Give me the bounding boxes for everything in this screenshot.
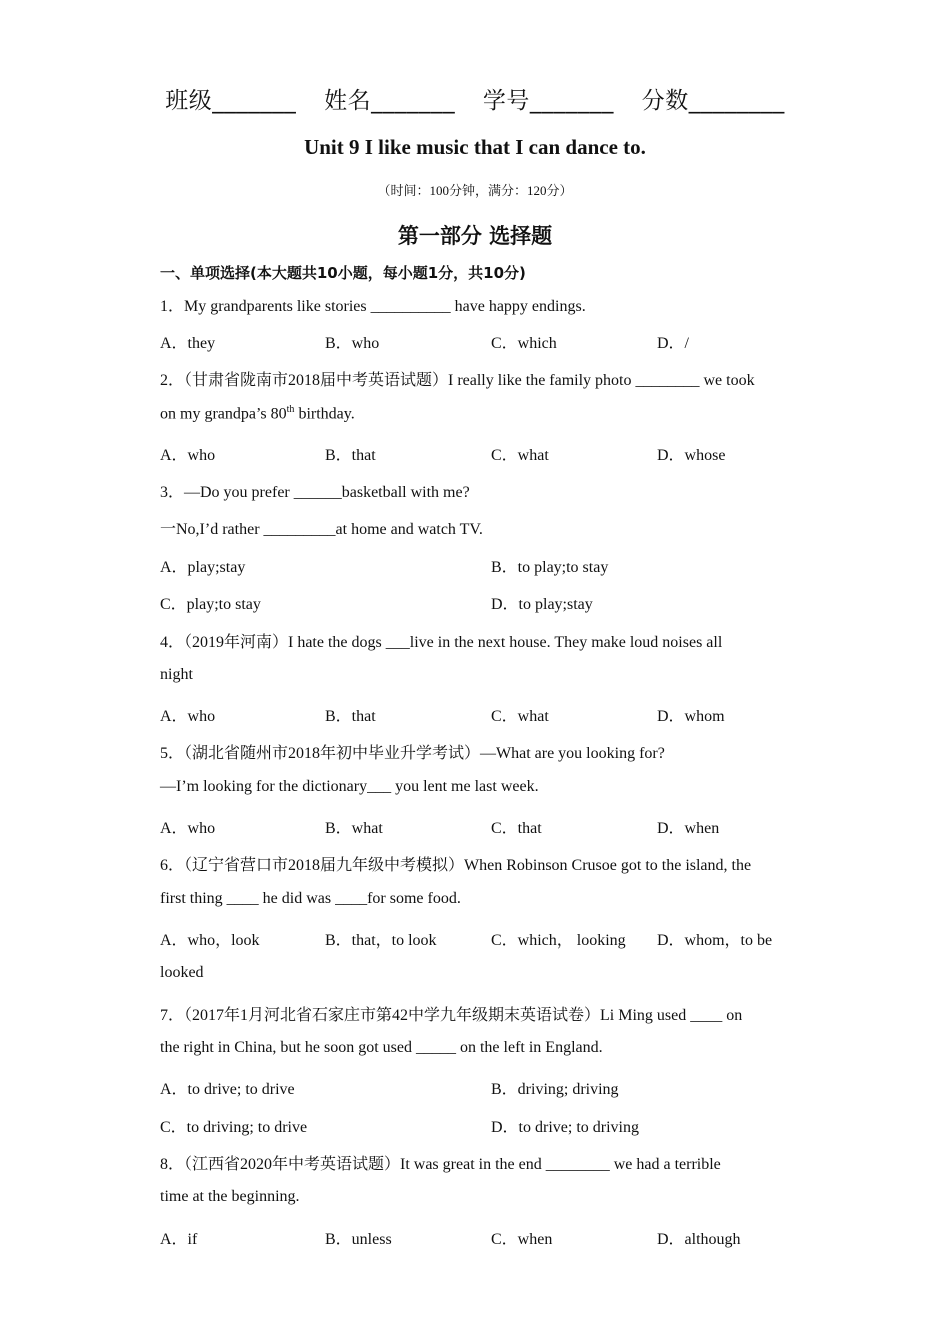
score-field: 分数________ — [641, 88, 785, 114]
q6-option-d-cont: looked — [160, 964, 204, 981]
question-6-stem-cont: first thing ____ he did was ____for some food. — [160, 890, 461, 907]
question-3-stem: 3．—Do you prefer ______basketball with me? — [160, 484, 470, 501]
part-title: 第一部分 选择题 — [397, 223, 553, 248]
q1-option-b: B．who — [325, 335, 380, 352]
question-2-stem: 2．（甘肃省陇南市2018届中考英语试题）I really like the family photo ________ we took — [160, 372, 755, 389]
q7-option-c: C．to driving; to drive — [160, 1119, 308, 1136]
question-8-stem: 8．（江西省2020年中考英语试题）It was great in the end ________ we had a terrible — [160, 1156, 721, 1173]
q8-option-c: C．when — [491, 1231, 553, 1248]
q1-option-a: A．they — [160, 335, 216, 352]
question-2-stem-cont: on my grandpa’s 80th birthday. — [160, 404, 355, 423]
student-id-field: 学号_______ — [482, 88, 614, 114]
q8-option-b: B．unless — [325, 1231, 392, 1248]
q7-option-a: A．to drive; to drive — [160, 1081, 295, 1098]
q2-option-a: A．who — [160, 447, 216, 464]
q3-option-d: D．to play;stay — [491, 596, 593, 613]
time-info: （时间：100分钟，满分：120分） — [377, 183, 573, 198]
question-1-stem: 1．My grandparents like stories __________ have happy endings. — [160, 298, 586, 315]
student-info-header — [0, 82, 950, 115]
question-6-stem: 6．（辽宁省营口市2018届九年级中考模拟）When Robinson Crusoe got to the island, the — [160, 857, 752, 874]
q3-option-a: A．play;stay — [160, 559, 246, 576]
section-title: 一、单项选择(本大题共10小题，每小题1分，共10分) — [160, 264, 526, 282]
q2-option-c: C．what — [491, 447, 549, 464]
q2-option-b: B．that — [325, 447, 376, 464]
q4-option-d: D．whom — [657, 708, 725, 725]
question-5-stem: 5．（湖北省随州市2018年初中毕业升学考试）—What are you looking for? — [160, 745, 665, 762]
q6-option-c: C．which， looking — [491, 932, 626, 949]
q6-option-d: D．whom，to be — [657, 932, 773, 949]
q1-option-d: D．/ — [657, 335, 690, 352]
q4-option-c: C．what — [491, 708, 549, 725]
q8-option-d: D．although — [657, 1231, 741, 1248]
q1-option-c: C．which — [491, 335, 557, 352]
q5-option-b: B．what — [325, 820, 383, 837]
q4-option-a: A．who — [160, 708, 216, 725]
q4-option-b: B．that — [325, 708, 376, 725]
question-7-stem: 7．（2017年1月河北省石家庄市第42中学九年级期末英语试卷）Li Ming used ____ on — [160, 1007, 743, 1024]
page-title: Unit 9 I like music that I can dance to. — [304, 135, 646, 159]
q5-option-d: D．when — [657, 820, 720, 837]
q7-option-b: B．driving; driving — [491, 1081, 619, 1098]
q5-option-c: C．that — [491, 820, 542, 837]
q6-option-b: B．that，to look — [325, 932, 437, 949]
q8-option-a: A．if — [160, 1231, 198, 1248]
q3-option-b: B．to play;to stay — [491, 559, 609, 576]
question-4-stem: 4．（2019年河南）I hate the dogs ___live in the next house. They make loud noises all — [160, 634, 723, 651]
question-8-stem-cont: time at the beginning. — [160, 1188, 300, 1205]
q6-option-a: A．who，look — [160, 932, 260, 949]
q3-option-c: C．play;to stay — [160, 596, 261, 613]
question-3-stem-cont: 一No,I’d rather _________at home and watch TV. — [160, 521, 483, 538]
q7-option-d: D．to drive; to driving — [491, 1119, 639, 1136]
q2-option-d: D．whose — [657, 447, 726, 464]
question-7-stem-cont: the right in China, but he soon got used _____ on the left in England. — [160, 1039, 603, 1056]
q5-option-a: A．who — [160, 820, 216, 837]
question-5-stem-cont: —I’m looking for the dictionary___ you lent me last week. — [160, 778, 539, 795]
name-field: 姓名_______ — [324, 88, 456, 114]
question-4-stem-cont: night — [160, 666, 193, 683]
class-field: 班级_______ — [165, 88, 297, 114]
